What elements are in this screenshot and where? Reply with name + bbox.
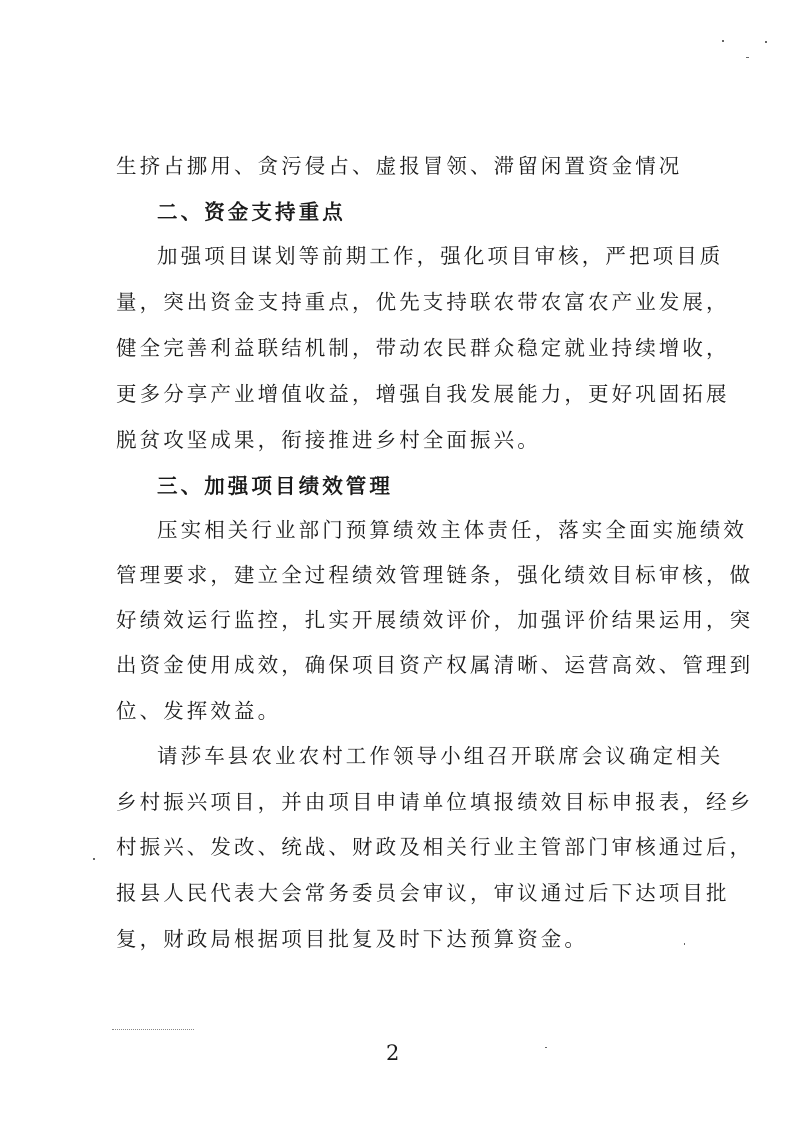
body-line: 村振兴、发改、统战、财政及相关行业主管部门审核通过后， bbox=[116, 835, 754, 859]
body-line: 压实相关行业部门预算绩效主体责任，落实全面实施绩效 bbox=[157, 518, 747, 542]
body-line: 报县人民代表大会常务委员会审议，审议通过后下达项目批 bbox=[116, 881, 730, 905]
scan-dotted-line bbox=[112, 1029, 194, 1030]
scan-speck bbox=[93, 858, 95, 860]
body-line: 复，财政局根据项目批复及时下达预算资金。 bbox=[116, 927, 588, 951]
page-number: 2 bbox=[386, 1041, 400, 1065]
body-line: 乡村振兴项目，并由项目申请单位填报绩效目标申报表，经乡 bbox=[116, 790, 754, 814]
body-line: 管理要求，建立全过程绩效管理链条，强化绩效目标审核，做 bbox=[116, 563, 754, 587]
body-line: 出资金使用成效，确保项目资产权属清晰、运营高效、管理到 bbox=[116, 653, 754, 677]
scan-speck bbox=[545, 1047, 547, 1048]
body-line: 脱贫攻坚成果，衔接推进乡村全面振兴。 bbox=[116, 428, 541, 452]
body-line: 加强项目谋划等前期工作，强化项目审核，严把项目质 bbox=[157, 244, 724, 268]
body-line: 量，突出资金支持重点，优先支持联农带农富农产业发展， bbox=[116, 290, 730, 314]
section-heading: 二、资金支持重点 bbox=[157, 200, 346, 224]
body-line: 生挤占挪用、贪污侵占、虚报冒领、滞留闲置资金情况 bbox=[116, 154, 683, 178]
scan-speck bbox=[746, 57, 749, 58]
scan-speck bbox=[684, 943, 685, 945]
body-line: 健全完善利益联结机制，带动农民群众稳定就业持续增收， bbox=[116, 336, 730, 360]
body-line: 请莎车县农业农村工作领导小组召开联席会议确定相关 bbox=[157, 744, 724, 768]
scan-speck bbox=[765, 41, 767, 43]
body-line: 更多分享产业增值收益，增强自我发展能力，更好巩固拓展 bbox=[116, 382, 730, 406]
body-line: 好绩效运行监控，扎实开展绩效评价，加强评价结果运用，突 bbox=[116, 608, 754, 632]
body-line: 位、发挥效益。 bbox=[116, 699, 282, 723]
section-heading: 三、加强项目绩效管理 bbox=[157, 474, 393, 498]
scan-speck bbox=[722, 40, 724, 42]
